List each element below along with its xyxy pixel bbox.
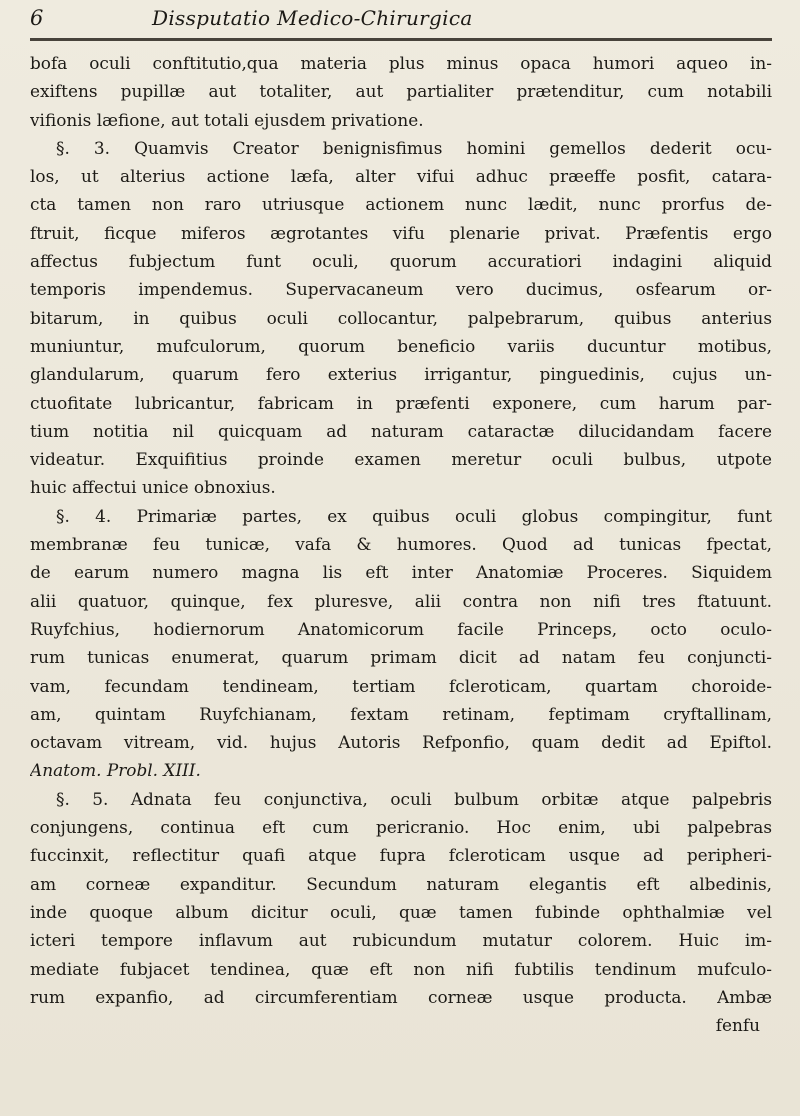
text-line: rum expanfio, ad circumferentiam corneæ usque producta. Ambæ xyxy=(30,986,772,1007)
header-rule xyxy=(30,38,772,41)
text-line: affectus fubjectum funt oculi, quorum accuratiori indagini aliquid xyxy=(30,251,772,272)
text-line: Anatom. Probl. XIII. xyxy=(30,760,201,781)
text-line: exiftens pupillæ aut totaliter, aut partialiter prætenditur, cum notabili xyxy=(30,81,772,102)
text-line: rum tunicas enumerat, quarum primam dicit ad natam feu conjuncti- xyxy=(30,647,772,668)
text-line: temporis impendemus. Supervacaneum vero ducimus, osfearum or- xyxy=(30,279,772,300)
text-line: huic affectui unice obnoxius. xyxy=(30,477,276,498)
text-line: bofa oculi conftitutio,qua materia plus minus opaca humori aqueo in- xyxy=(30,53,772,73)
running-head xyxy=(30,6,772,36)
text-line: alii quatuor, quinque, fex pluresve, alii contra non nifi tres ftatuunt. xyxy=(30,590,772,611)
text-line: ctuofitate lubricantur, fabricam in præfenti exponere, cum harum par- xyxy=(30,392,772,413)
text-line: bitarum, in quibus oculi collocantur, palpebrarum, quibus anterius xyxy=(30,307,772,328)
text-line: vam, fecundam tendineam, tertiam fcleroticam, quartam choroide- xyxy=(30,675,772,696)
text-line: am corneæ expanditur. Secundum naturam elegantis eft albedinis, xyxy=(30,873,772,894)
paragraph-start-line: §. 3. Quamvis Creator benignisfimus homini gemellos dederit ocu- xyxy=(56,137,772,158)
text-line: videatur. Exquifitius proinde examen meretur oculi bulbus, utpote xyxy=(30,449,772,470)
paragraph-start-line: §. 5. Adnata feu conjunctiva, oculi bulbum orbitæ atque palpebris xyxy=(56,788,772,809)
text-line: Ruyfchius, hodiernorum Anatomicorum facile Princeps, octo oculo- xyxy=(30,618,772,639)
text-line: muniuntur, mufculorum, quorum beneficio variis ducuntur motibus, xyxy=(30,335,772,356)
text-line: am, quintam Ruyfchianam, fextam retinam, feptimam cryftallinam, xyxy=(30,703,772,724)
running-title: Dissputatio Medico-Chirurgica xyxy=(152,6,473,30)
text-line: conjungens, continua eft cum pericranio. Hoc enim, ubi palpebras xyxy=(30,817,772,838)
text-line: fuccinxit, reflectitur quafi atque fupra fcleroticam usque ad peripheri- xyxy=(30,845,772,866)
text-line: ftruit, ficque miferos ægrotantes vifu plenarie privat. Præfentis ergo xyxy=(30,222,772,243)
paragraph-start-line: §. 4. Primariæ partes, ex quibus oculi globus compingitur, funt xyxy=(56,505,772,526)
text-line: cta tamen non raro utriusque actionem nunc lædit, nunc prorfus de- xyxy=(30,194,772,215)
text-line: tium notitia nil quicquam ad naturam cataractæ dilucidandam facere xyxy=(30,420,772,441)
text-line: octavam vitream, vid. hujus Autoris Refponfio, quam dedit ad Epiftol. xyxy=(30,732,772,753)
text-line: de earum numero magna lis eft inter Anatomiæ Proceres. Siquidem xyxy=(30,562,772,583)
text-line: mediate fubjacet tendinea, quæ eft non nifi fubtilis tendinum mufculo- xyxy=(30,958,772,979)
text-line: los, ut alterius actione læfa, alter vifui adhuc præeffe posfit, catara- xyxy=(30,166,772,187)
catchword: fenfu xyxy=(715,1015,760,1036)
text-line: glandularum, quarum fero exterius irrigantur, pinguedinis, cujus un- xyxy=(30,364,772,385)
text-line: inde quoque album dicitur oculi, quæ tamen fubinde ophthalmiæ vel xyxy=(30,901,772,922)
text-line: icteri tempore inflavum aut rubicundum mutatur colorem. Huic im- xyxy=(30,930,772,951)
page-number: 6 xyxy=(30,6,44,30)
text-line: vifionis læfione, aut totali ejusdem privatione. xyxy=(30,109,424,130)
body-text xyxy=(30,49,772,1039)
text-line: membranæ feu tunicæ, vafa & humores. Quod ad tunicas fpectat, xyxy=(30,534,772,555)
